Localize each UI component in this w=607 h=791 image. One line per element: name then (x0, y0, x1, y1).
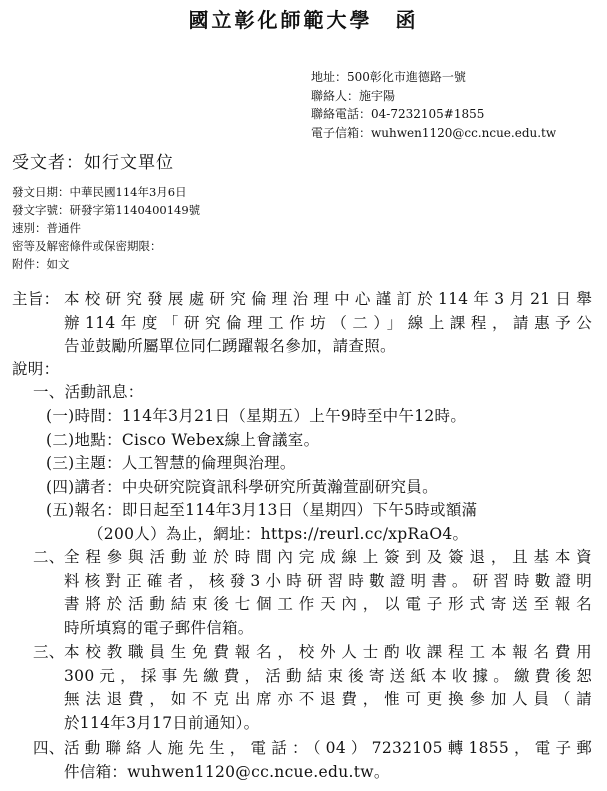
item-time: (一)時間：114年3月21日（星期五）上午9時至中午12時。 (46, 407, 467, 425)
subject-label: 主旨： (12, 290, 60, 308)
section-3-line: 於114年3月17日前通知）。 (64, 713, 260, 732)
section-4-line: 件信箱：wuhwen1120@cc.ncue.edu.tw。 (64, 762, 390, 781)
sender-contact: 聯絡人：施宇陽 (311, 88, 396, 103)
document-meta (12, 183, 200, 273)
item-speaker: (四)講者：中央研究院資訊科學研究所黃瀚萱副研究員。 (46, 477, 438, 496)
issue-date: 發文日期：中華民國114年3月6日 (12, 185, 187, 199)
section-3-body (64, 641, 592, 735)
section-4-body (64, 737, 592, 784)
section-1-title: 一、活動訊息： (33, 383, 144, 401)
section-3-marker: 三、 (33, 643, 65, 661)
document-title: 國立彰化師範大學 函 (188, 8, 419, 32)
sender-info (311, 68, 556, 142)
sender-phone: 聯絡電話：04-7232105#1855 (311, 107, 485, 121)
subject-line: 本校研究發展處研究倫理治理中心謹訂於114年3月21日舉 (64, 290, 592, 308)
sender-email: 電子信箱：wuhwen1120@cc.ncue.edu.tw (311, 125, 557, 140)
section-2-line: 時所填寫的電子郵件信箱。 (64, 618, 254, 637)
section-3-line: 無法退費，如不克出席亦不退費，惟可更換參加人員（請 (64, 690, 592, 708)
item-topic: (三)主題：人工智慧的倫理與治理。 (46, 454, 296, 472)
section-4-line: 活動聯絡人施先生，電話：（04）7232105轉1855，電子郵 (64, 739, 592, 757)
section-2-line: 料核對正確者，核發3小時研習時數證明書。研習時數證明 (64, 571, 592, 590)
delivery-speed: 速別：普通件 (12, 221, 81, 235)
section-2-line: 書將於活動結束後七個工作天內，以電子形式寄送至報名 (64, 595, 592, 613)
explanation-label: 說明： (12, 360, 60, 378)
document-number: 發文字號：研發字第1140400149號 (12, 203, 201, 217)
section-2-marker: 二、 (33, 548, 65, 566)
section-2-line: 全程參與活動並於時間內完成線上簽到及簽退，且基本資 (64, 548, 592, 566)
item-registration-continued: （200人）為止，網址：https://reurl.cc/xpRaO4。 (88, 525, 469, 543)
subject-line: 告並鼓勵所屬單位同仁踴躍報名參加，請查照。 (64, 337, 396, 355)
section-3-line: 本校教職員生免費報名，校外人士酌收課程工本報名費用 (64, 643, 592, 661)
section-2-body (64, 546, 592, 640)
attachment: 附件：如文 (12, 257, 70, 271)
section-3-line: 300元，採事先繳費，活動結束後寄送紙本收據。繳費後恕 (64, 666, 592, 685)
subject-body (64, 288, 592, 359)
subject-line: 辦114年度「研究倫理工作坊（二）」線上課程，請惠予公 (64, 313, 592, 332)
item-place: (二)地點：Cisco Webex線上會議室。 (46, 430, 320, 449)
item-registration: (五)報名：即日起至114年3月13日（星期四）下午5時或額滿 (46, 501, 478, 519)
section-4-marker: 四、 (33, 739, 65, 757)
recipient: 受文者：如行文單位 (12, 153, 174, 173)
sender-address: 地址：500彰化市進德路一號 (311, 70, 466, 84)
section-1-items (46, 405, 477, 523)
secrecy-level: 密等及解密條件或保密期限： (12, 239, 162, 253)
